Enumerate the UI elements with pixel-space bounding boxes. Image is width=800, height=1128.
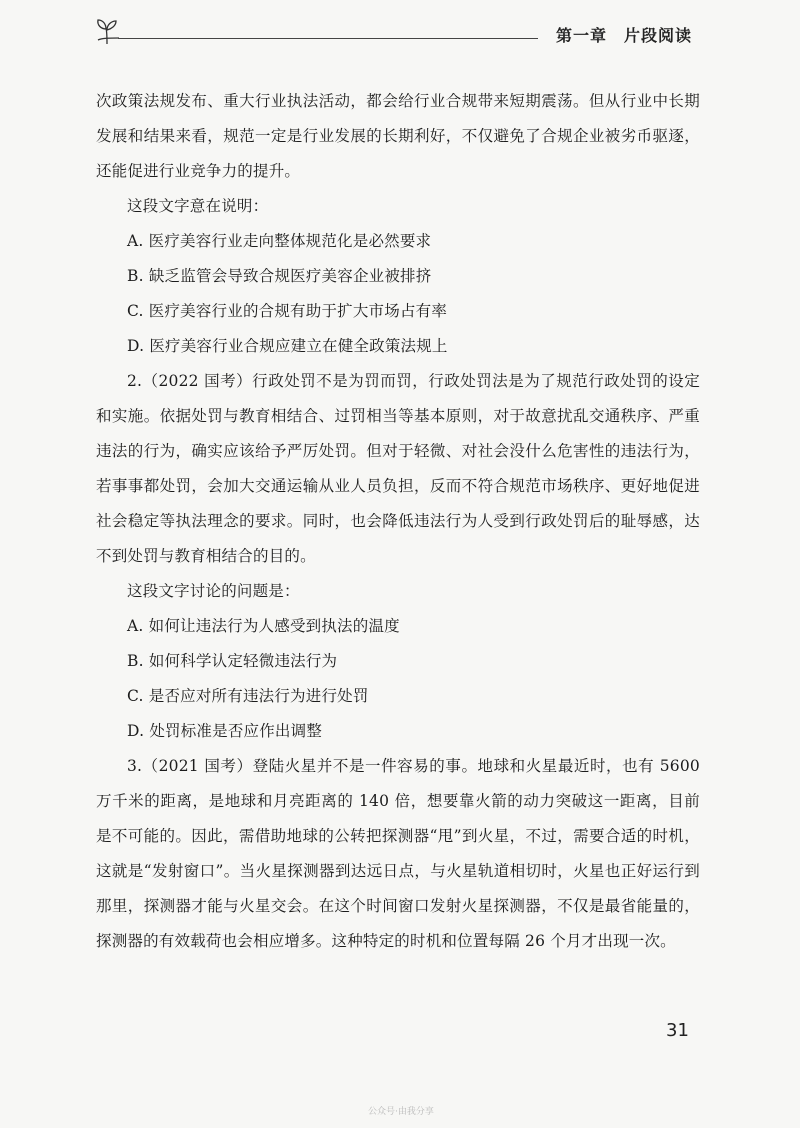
question-prompt: 这段文字讨论的问题是：	[127, 582, 300, 600]
page-number: 31	[666, 1020, 689, 1041]
page-header	[0, 0, 800, 60]
question-prompt: 这段文字意在说明：	[127, 197, 269, 215]
watermark-text: 公众号·由我分享	[368, 1107, 434, 1117]
option-c: C. 医疗美容行业的合规有助于扩大市场占有率	[127, 302, 448, 320]
question-2: 2.（2022 国考）行政处罚不是为罚而罚，行政处罚法是为了规范行政处罚的设定和实施。依据处罚与教育相结合、过罚相当等基本原则，对于故意扰乱交通秩序、严重违法的行为，确实应该给予严厉处罚。但对于轻微、对社会没什么危害性的违法行为，若事事都处罚，会加大交通运输从业人员负担，反而不符合规范市场秩序、更好地促进社会稳定等执法理念的要求。同时，也会降低违法行为人受到行政处罚后的耻辱感，达不到处罚与教育相结合的目的。	[96, 372, 700, 565]
paragraph-continued: 次政策法规发布、重大行业执法活动，都会给行业合规带来短期震荡。但从行业中长期发展和结果来看，规范一定是行业发展的长期利好，不仅避免了合规企业被劣币驱逐，还能促进行业竞争力的提升。	[96, 92, 700, 180]
option-d: D. 医疗美容行业合规应建立在健全政策法规上	[127, 337, 448, 355]
option-d: D. 处罚标准是否应作出调整	[127, 722, 323, 740]
option-c: C. 是否应对所有违法行为进行处罚	[127, 687, 369, 705]
option-b: B. 缺乏监管会导致合规医疗美容企业被排挤	[127, 267, 432, 285]
option-b: B. 如何科学认定轻微违法行为	[127, 652, 338, 670]
option-a: A. 如何让违法行为人感受到执法的温度	[127, 617, 400, 635]
option-a: A. 医疗美容行业走向整体规范化是必然要求	[127, 232, 432, 250]
chapter-title: 第一章 片段阅读	[556, 26, 693, 45]
page-body	[96, 84, 700, 959]
header-rule	[118, 38, 538, 39]
sprout-icon	[92, 16, 122, 46]
question-3: 3.（2021 国考）登陆火星并不是一件容易的事。地球和火星最近时，也有 5600 万千米的距离，是地球和月亮距离的 140 倍，想要靠火箭的动力突破这一距离，目前是不可能的。因此，需借助地球的公转把探测器“甩”到火星，不过，需要合适的时机，这就是“发射窗口”。当火星探测器到达远日点，与火星轨道相切时，火星也正好运行到那里，探测器才能与火星交会。在这个时间窗口发射火星探测器，不仅是最省能量的，探测器的有效载荷也会相应增多。这种特定的时机和位置每隔 26 个月才出现一次。	[96, 757, 700, 950]
